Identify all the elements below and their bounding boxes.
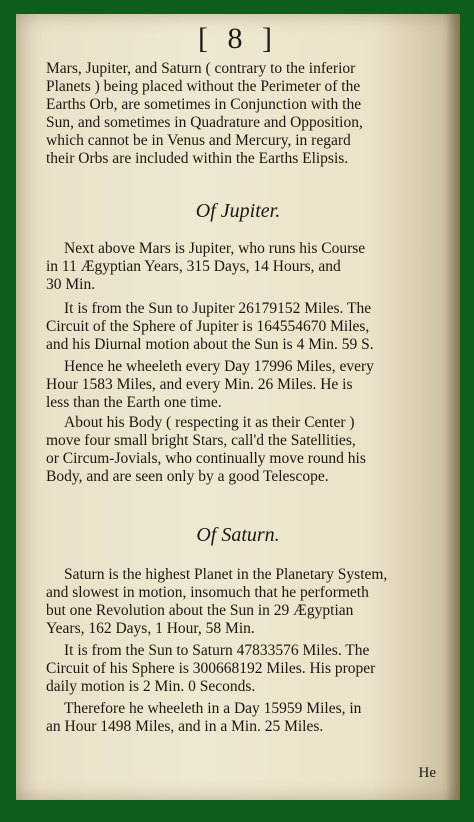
saturn-paragraph-2 [46,642,448,696]
catchword: He [418,765,436,781]
text-line: It is from the Sun to Saturn 47833576 Miles. The [64,642,370,659]
text-line: Sun, and sometimes in Quadrature and Opposition, [46,114,363,131]
text-line: an Hour 1498 Miles, and in a Min. 25 Miles. [46,718,324,735]
text-line: Hence he wheeleth every Day 17996 Miles, every [64,358,374,375]
text-line: and his Diurnal motion about the Sun is 4 Min. 59 S. [46,336,374,353]
text-line: Years, 162 Days, 1 Hour, 58 Min. [46,620,255,637]
text-line: Therefore he wheeleth in a Day 15959 Miles, in [64,700,362,717]
jupiter-paragraph-1 [46,240,448,294]
jupiter-paragraph-3 [46,358,448,412]
text-line: or Circum-Jovials, who continually move round his [46,450,366,467]
text-line: which cannot be in Venus and Mercury, in regard [46,132,351,149]
text-line: but one Revolution about the Sun in 29 Ægyptian [46,602,354,619]
text-line: Mars, Jupiter, and Saturn ( contrary to the inferior [46,60,356,77]
section-heading-jupiter: Of Jupiter. [195,200,281,222]
text-line: Saturn is the highest Planet in the Planetary System, [64,566,388,583]
jupiter-paragraph-4 [46,414,448,486]
text-line: move four small bright Stars, call'd the Satellities, [46,432,356,449]
text-line: daily motion is 2 Min. 0 Seconds. [46,678,256,695]
text-line: About his Body ( respecting it as their Center ) [64,414,355,431]
text-line: Planets ) being placed without the Perimeter of the [46,78,361,95]
page-gutter-shadow [446,14,460,800]
section-heading-saturn: Of Saturn. [196,524,280,546]
text-line: Next above Mars is Jupiter, who runs his Course [64,240,366,257]
text-line: their Orbs are included within the Earths Elipsis. [46,150,349,167]
text-line: less than the Earth one time. [46,394,222,411]
text-line: Circuit of the Sphere of Jupiter is 164554670 Miles, [46,318,370,335]
intro-paragraph [46,60,448,168]
page-number: [ 8 ] [198,22,278,55]
text-line: Earths Orb, are sometimes in Conjunction with the [46,96,362,113]
jupiter-paragraph-2 [46,300,448,354]
saturn-paragraph-3 [46,700,448,736]
text-line: in 11 Ægyptian Years, 315 Days, 14 Hours, and [46,258,341,275]
text-line: Hour 1583 Miles, and every Min. 26 Miles. He is [46,376,353,393]
book-page [16,14,460,800]
text-line: Body, and are seen only by a good Telescope. [46,468,329,485]
text-line: and slowest in motion, insomuch that he performeth [46,584,369,601]
saturn-paragraph-1 [46,566,448,638]
text-line: 30 Min. [46,276,96,293]
text-line: Circuit of his Sphere is 300668192 Miles. His proper [46,660,376,677]
text-line: It is from the Sun to Jupiter 26179152 Miles. The [64,300,372,317]
